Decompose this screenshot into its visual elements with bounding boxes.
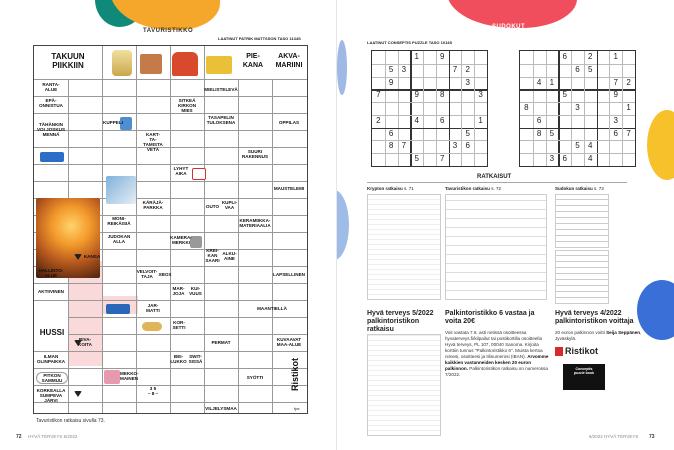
- sudoku-cell: [474, 64, 487, 77]
- sudoku-cell: 6: [562, 154, 567, 164]
- sudoku-cell: 7: [626, 128, 631, 138]
- clue-cell: MIELISTELEVÄ: [204, 87, 238, 92]
- sudoku-cell: [584, 115, 597, 128]
- sudoku-answer-grid: [555, 194, 609, 248]
- column-title: Hyvä terveys 5/2022 palkintoristikon ratkaisu: [367, 310, 434, 333]
- sudoku-cell: 1: [613, 52, 618, 61]
- sudoku-cell: [597, 64, 610, 77]
- clue-cell: SWIT- SISSÄ: [188, 354, 203, 364]
- sudoku-cell: [622, 64, 635, 77]
- sudoku-cell: 8: [439, 90, 445, 100]
- sudoku-cell: [474, 102, 487, 115]
- sudoku-cell: [597, 153, 610, 166]
- clue-cell: SUURI RAKENNUS: [241, 149, 269, 159]
- sudoku-cell: [449, 102, 462, 115]
- crossword-grid: [33, 45, 308, 414]
- clue-cell: PITKON SAMMUU: [36, 372, 68, 384]
- sudoku-cell: [546, 51, 559, 64]
- clue-cell: EPÄ- ONNISTUA: [39, 98, 63, 108]
- sudoku-cell: 1: [549, 77, 555, 87]
- sudoku-cell: [558, 115, 571, 128]
- sudoku-cell: 2: [376, 115, 381, 125]
- clue-cell: JUDOKAN ALLA: [107, 234, 131, 244]
- sudoku-cell: [622, 89, 635, 102]
- sudoku-cell: 7: [452, 64, 458, 74]
- sudoku-cell: 2: [587, 52, 593, 61]
- sudoku-cell: [372, 77, 385, 90]
- clue-cell: RIVA- KOITA: [78, 337, 92, 347]
- clue-cell: VELVOIT- TAJA: [136, 269, 158, 279]
- right-page: [337, 0, 674, 450]
- puzzle-credit: LAATINUT PATRIK MATTSSON TASO 1134S: [218, 36, 301, 41]
- sudoku-cell: [533, 140, 546, 153]
- sudoku-cell: [398, 115, 411, 128]
- sudoku-cell: 7: [613, 77, 618, 87]
- sudoku-cell: 6: [465, 141, 470, 151]
- clue-cell: LYHYT AIKA: [173, 166, 189, 176]
- sudoku-cell: [597, 115, 610, 128]
- tavuristikko-answer-grid: [445, 194, 547, 300]
- sudoku-cell: [423, 89, 436, 102]
- sudoku-cell: [558, 128, 571, 141]
- sudoku-cell: [622, 153, 635, 166]
- sudoku-cell: [546, 115, 559, 128]
- sudoku-cell: 6: [388, 128, 394, 138]
- sudoku-cell: 1: [414, 52, 419, 61]
- column-title: Hyvä terveys 4/2022 palkintoristikon voittaja: [555, 310, 634, 325]
- sudoku-cell: [461, 102, 474, 115]
- sudoku-cell: [461, 89, 474, 102]
- clue-cell: 3 5 – 8 –: [147, 386, 159, 396]
- clue-cell: TÄHÄNKIN VOI JOSKUS MENNÄ: [36, 122, 66, 137]
- sudoku-cell: [622, 140, 635, 153]
- sudoku-cell: 6: [562, 52, 567, 61]
- sudoku-cell: 5: [549, 128, 555, 138]
- clue-cell: HALLINTO- ALUE: [38, 268, 64, 278]
- sudoku-cell: [449, 153, 462, 166]
- clue-cell: MONI- REIKÄISIÄ: [107, 216, 131, 226]
- yellow-right-blob: [647, 110, 674, 180]
- sudoku-cell: [461, 51, 474, 64]
- sudoku-cell: [436, 64, 449, 77]
- sudoku-cell: [410, 128, 423, 141]
- sudoku-cell: 9: [388, 77, 394, 87]
- sudoku-cell: 6: [439, 115, 445, 125]
- sudoku-cell: [385, 115, 398, 128]
- sudoku-cell: [423, 115, 436, 128]
- sudoku-cell: 8: [536, 128, 542, 138]
- sudoku-cell: [398, 51, 411, 64]
- magazine-name: 6/2022 HYVÄ TERVEYS: [589, 434, 639, 439]
- sudoku-cell: 6: [536, 115, 542, 125]
- solution-note: Tavuristikon ratkaisu sivulla 73.: [36, 418, 105, 424]
- prize-crossword-solution-grid: [367, 334, 441, 436]
- sudoku-cell: [474, 77, 487, 90]
- sudoku-cell: [385, 89, 398, 102]
- sudoku-cell: [398, 89, 411, 102]
- sudoku-cell: [423, 140, 436, 153]
- sudoku-cell: 5: [388, 64, 394, 74]
- sudoku-cell: [533, 64, 546, 77]
- sudoku-cell: [423, 77, 436, 90]
- sudoku-cell: [520, 128, 533, 141]
- sudoku-cell: [558, 140, 571, 153]
- sudoku-cell: [597, 51, 610, 64]
- page-number: 72: [16, 434, 22, 440]
- runner-sunset-picture: [36, 198, 100, 278]
- sudoku-cell: [584, 128, 597, 141]
- sudoku-cell: [423, 102, 436, 115]
- clue-cell: VILJELYSMAA: [205, 406, 237, 411]
- sudoku-cell: [372, 51, 385, 64]
- sudoku-cell: 7: [376, 90, 381, 100]
- magazine-name: HYVÄ TERVEYS 6/2022: [28, 434, 78, 439]
- sudoku-cell: 6: [613, 128, 618, 138]
- sudoku-cell: [449, 89, 462, 102]
- sudoku-cell: 8: [388, 141, 394, 151]
- lamp-picture: [172, 52, 198, 76]
- sudoku-cell: [372, 64, 385, 77]
- sudoku-cell: [461, 115, 474, 128]
- sudoku-cell: [520, 77, 533, 90]
- sudoku-cell: [520, 51, 533, 64]
- sudoku-cell: [385, 102, 398, 115]
- sudoku-cell: [558, 64, 571, 77]
- sudoku-cell: 1: [478, 115, 483, 125]
- sudoku-cell: [398, 128, 411, 141]
- sudoku-cell: [372, 102, 385, 115]
- sudoku-cell: [597, 102, 610, 115]
- column-text: 20 euron palkinnon voitti Seija Seppänen, Jyväskylä.: [555, 330, 642, 341]
- clue-cell: KORKEALLA SUMPEVA JÄRVI: [36, 388, 66, 403]
- sudoku-cell: 3: [575, 103, 580, 113]
- sudoku-cell: 4: [536, 77, 542, 87]
- sudoku-cell: 4: [587, 154, 593, 164]
- clue-cell: KOR- SETTI: [172, 320, 186, 330]
- sudoku-cell: [609, 102, 622, 115]
- sudoku-cell: [571, 89, 584, 102]
- sudoku-cell: 9: [439, 52, 445, 61]
- answer-title: Tavuristikon ratkaisu s. 72: [445, 186, 501, 191]
- sudoku-cell: 1: [626, 103, 631, 113]
- page-number: 73: [649, 434, 655, 440]
- sudoku-cell: [520, 115, 533, 128]
- sudoku-cell: 7: [401, 141, 407, 151]
- clue-cell: KERAMIIKKA- MATERIAALIA: [239, 218, 271, 228]
- sudoku-cell: [398, 153, 411, 166]
- sudoku-cell: [609, 153, 622, 166]
- chest-picture: [206, 56, 232, 74]
- sudoku-cell: 3: [452, 141, 458, 151]
- sudoku-cell: [449, 77, 462, 90]
- clue-akvamariini: AKVA- MARIINI: [275, 53, 303, 69]
- sudoku-cell: [546, 102, 559, 115]
- sudoku-cell: [474, 140, 487, 153]
- sudoku-cell: [474, 153, 487, 166]
- sudoku-cell: [436, 140, 449, 153]
- sudoku-cell: [410, 77, 423, 90]
- clue-cell: TASAPELIN TULOKSENA: [206, 115, 236, 125]
- sudoku-cell: [398, 77, 411, 90]
- sudoku-cell: [372, 153, 385, 166]
- sudoku-cell: [533, 102, 546, 115]
- clue-cell: MEKKO- MAINEN: [120, 371, 139, 381]
- sudoku-cell: 3: [478, 90, 483, 100]
- sudoku-cell: [410, 140, 423, 153]
- sudoku-cell: 5: [414, 154, 419, 164]
- sudoku-cell: [546, 89, 559, 102]
- sudoku-cell: [449, 128, 462, 141]
- sudoku-cell: 2: [465, 64, 470, 74]
- sudoku-cell: 8: [524, 103, 529, 113]
- sudoku-cell: [571, 51, 584, 64]
- pinkdoll-picture: [104, 370, 120, 384]
- sudoku-cell: 5: [465, 128, 470, 138]
- column-text: Voit vastata 7.6. asti netissä osoitteessa hyvaterveys.fi/kilpailut tai postikortilla osoitteella Hyvä terveys, PL 107, 00040 Sanoma. Kirjoita korttiin tunnus "Palkintoristikko 6". Muista kertoa nimesi, osoitteesi ja tilinumerosi (IBAN). Arvomme kaikkien vastanneiden kesken 20 euron palkinnon. Palkintoristikon ratkaisu on numerossa 7/2022.: [445, 330, 549, 377]
- clue-cell: ILMAN OLINPAIKKA: [36, 354, 66, 364]
- sudoku-cell: [584, 77, 597, 90]
- sudoku-cell: [546, 64, 559, 77]
- clue-hussi: HUSSI: [39, 328, 65, 337]
- sudoku-cell: [520, 153, 533, 166]
- ristikot-logo: Ristikot: [290, 357, 300, 391]
- blue-side-blob: [337, 40, 347, 95]
- clue-cell: AKTIIVINEN: [37, 289, 65, 294]
- puzzle-credit: LAATINUT CONSEPTIS PUZZLE TASO 1014S: [367, 40, 453, 45]
- answer-title: Sudokun ratkaisu s. 73: [555, 186, 604, 191]
- clue-cell: SITKEÄ KIRKON MIES: [177, 98, 197, 113]
- clue-cell: KUVAAVAT MAA-ALUE: [276, 337, 302, 347]
- arrow-down-icon: [74, 391, 82, 397]
- clue-cell: XBOX: [158, 272, 172, 277]
- clue-cell: RANTA- ALUE: [42, 82, 60, 92]
- sudoku-grid-left: [371, 50, 488, 167]
- corner-code: fpe: [294, 406, 300, 411]
- sudoku-cell: [461, 153, 474, 166]
- sudoku-cell: 3: [549, 154, 555, 164]
- column-title: Palkintoristikko 6 vastaa ja voita 20€: [445, 310, 535, 325]
- sudoku-cell: [597, 128, 610, 141]
- sudoku-cell: [520, 64, 533, 77]
- sudoku-cell: 9: [414, 90, 419, 100]
- sudoku-cell: [449, 115, 462, 128]
- clue-cell: MAR- JOJA: [172, 286, 185, 296]
- sudoku-cell: [571, 77, 584, 90]
- sudoku-cell: [423, 128, 436, 141]
- sudoku-cell: [584, 89, 597, 102]
- sudoku-cell: [597, 89, 610, 102]
- laptop-picture: [106, 176, 136, 204]
- sudoku-cell: [558, 102, 571, 115]
- sudoku-cell: [449, 51, 462, 64]
- clue-cell: MAUSTELEMI: [273, 186, 305, 191]
- sudoku-cell: [597, 140, 610, 153]
- sudoku-cell: [609, 140, 622, 153]
- clue-cell: LAPSELLINEN: [273, 272, 305, 277]
- sudoku-cell: [571, 153, 584, 166]
- sudoku-grid-right: [519, 50, 636, 167]
- sudoku-cell: 5: [562, 90, 567, 100]
- sudoku-cell: 4: [414, 115, 419, 125]
- sudoku-cell: [398, 102, 411, 115]
- sudoku-answer-grid: [555, 250, 609, 304]
- stapler-picture: [106, 304, 130, 314]
- clue-cell: BEI- LUKKO: [170, 354, 187, 364]
- clue-cell: JAR- MATTI: [146, 303, 160, 313]
- lightblue-left-blob: [337, 190, 349, 260]
- sudoku-cell: 5: [587, 64, 593, 74]
- sudoku-cell: [474, 128, 487, 141]
- arrow-down-icon: [74, 254, 82, 260]
- clue-cell: OPPILAS: [278, 120, 300, 125]
- sudoku-cell: [385, 153, 398, 166]
- sudoku-cell: [474, 51, 487, 64]
- clue-cell: KAMERA- MERKKI: [170, 235, 192, 245]
- sudoku-cell: [372, 128, 385, 141]
- sudoku-cell: [436, 128, 449, 141]
- sudoku-cell: [597, 77, 610, 90]
- clue-cell: KUI- VUUS: [189, 286, 202, 296]
- sudoku-cell: 3: [465, 77, 470, 87]
- clue-cell: KREI- KAN SAARI: [205, 248, 220, 263]
- sudoku-cell: 2: [626, 77, 631, 87]
- sudoku-cell: 5: [575, 141, 580, 151]
- clue-cell: KÄRÄJÄ- PARKKA: [142, 200, 164, 210]
- section-label: TAVURISTIKKO: [143, 28, 194, 34]
- krypton-answer-grid: [367, 194, 441, 300]
- sudoku-cell: [436, 77, 449, 90]
- sudoku-cell: [533, 153, 546, 166]
- sudoku-cell: [423, 64, 436, 77]
- sudoku-cell: 7: [439, 154, 445, 164]
- arrow-down-icon: [74, 340, 82, 346]
- clue-cell: OUTO: [205, 204, 220, 209]
- sudoku-cell: 3: [401, 64, 407, 74]
- clue-cell: MAANTIELLÄ: [257, 306, 287, 311]
- sudoku-cell: [520, 140, 533, 153]
- sudoku-cell: 6: [575, 64, 580, 74]
- clue-takuun-piikkiin: TAKUUN PIIKKIIN: [51, 52, 85, 70]
- clue-cell: KANSA: [83, 254, 101, 259]
- sudoku-cell: 3: [613, 115, 618, 125]
- sudoku-cell: [558, 77, 571, 90]
- sudoku-cell: 9: [613, 90, 618, 100]
- clue-cell: KART- TA- TAMISTA VETÄ: [143, 132, 163, 152]
- sudoku-cell: [622, 115, 635, 128]
- sudoku-cell: [423, 51, 436, 64]
- pill-picture: [40, 152, 64, 162]
- sudoku-cell: [533, 89, 546, 102]
- clue-cell: SYÖTTI: [246, 375, 264, 380]
- flag-picture: [192, 168, 206, 180]
- jar-stack-picture: [112, 50, 132, 76]
- sudoku-cell: [571, 128, 584, 141]
- sudoku-cell: [622, 51, 635, 64]
- chair-picture: [140, 54, 162, 74]
- bread-picture: [142, 322, 162, 331]
- clue-cell: ALKU- AINE: [222, 251, 237, 261]
- sudoku-cell: [520, 89, 533, 102]
- sudoku-cell: [571, 115, 584, 128]
- section-label: SUDOKUT: [492, 24, 526, 30]
- answer-title: Krypton ratkaisu s. 71: [367, 186, 414, 191]
- sudoku-cell: [385, 51, 398, 64]
- sudoku-cell: [584, 102, 597, 115]
- sudoku-cell: [410, 102, 423, 115]
- sudoku-cell: [372, 140, 385, 153]
- conceptis-badge: Conceptis puzzle book: [563, 364, 605, 390]
- sudoku-cell: [436, 102, 449, 115]
- clue-cell: KUPPELI: [103, 120, 123, 125]
- clue-cell: PERMAT: [211, 340, 231, 345]
- clue-cell: KUPLI- VAA: [221, 200, 238, 210]
- sudoku-cell: [533, 51, 546, 64]
- sudoku-cell: [609, 64, 622, 77]
- sudoku-cell: [410, 64, 423, 77]
- ristikot-logo: Ristikot: [555, 346, 598, 356]
- clue-piekana: PIE- KANA: [242, 53, 264, 69]
- answers-title: RATKAISUT: [477, 174, 512, 180]
- sudoku-cell: [546, 140, 559, 153]
- sudoku-cell: 4: [587, 141, 593, 151]
- sudoku-cell: [423, 153, 436, 166]
